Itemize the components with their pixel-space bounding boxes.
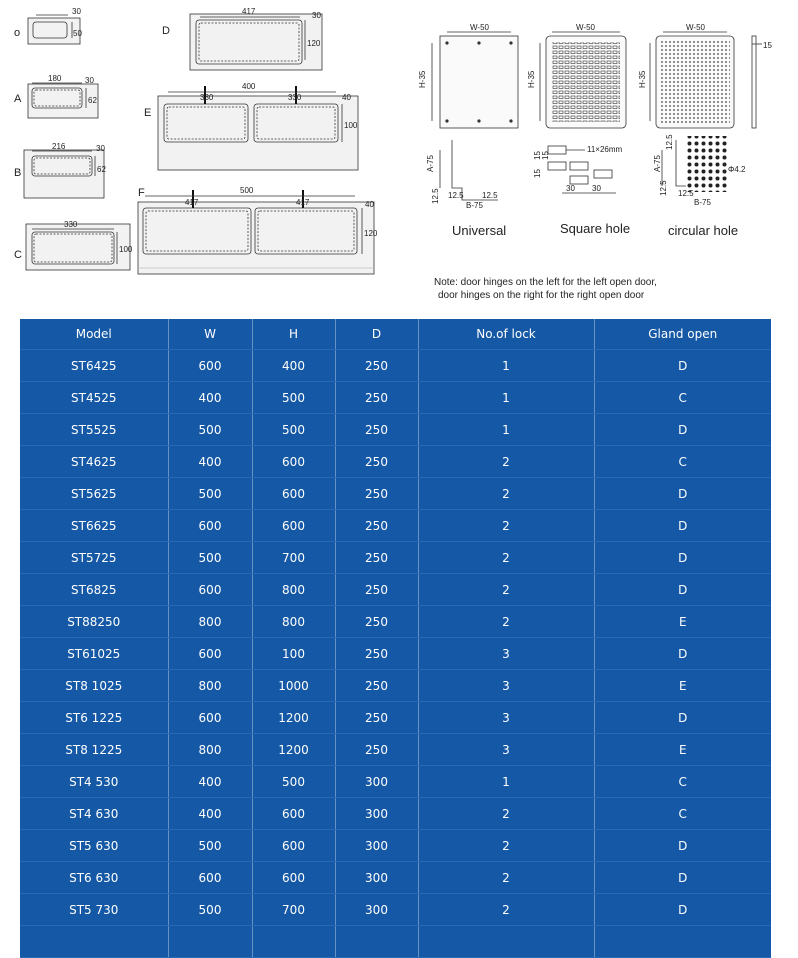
width-cell: 400	[168, 766, 252, 798]
model-cell: ST5725	[20, 542, 168, 574]
model-cell: ST8 1225	[20, 734, 168, 766]
gland-variant-a	[14, 74, 98, 118]
dimension-label: 62	[88, 96, 97, 105]
depth-cell: 250	[335, 542, 418, 574]
height-cell: 500	[252, 382, 335, 414]
gland-variant-c	[14, 220, 133, 270]
dimension-label: 30	[72, 7, 81, 16]
table-row	[20, 830, 771, 862]
height-label: H-35	[638, 70, 647, 88]
gland-plate-diagram	[0, 0, 798, 315]
table-row	[20, 734, 771, 766]
width-cell: 500	[168, 542, 252, 574]
detail-label: 12.5	[678, 189, 694, 198]
table-row	[20, 350, 771, 382]
height-cell: 400	[252, 350, 335, 382]
width-cell: 500	[168, 894, 252, 926]
model-cell: ST8 1025	[20, 670, 168, 702]
gland-cell: C	[594, 382, 771, 414]
depth-cell: 300	[335, 862, 418, 894]
locks-cell: 2	[418, 478, 594, 510]
gland-cell: C	[594, 446, 771, 478]
locks-cell: 2	[418, 542, 594, 574]
dimension-label: 120	[364, 229, 378, 238]
table-row	[20, 574, 771, 606]
height-cell: 600	[252, 478, 335, 510]
depth-cell: 250	[335, 574, 418, 606]
dimension-label: 417	[296, 198, 310, 207]
gland-variant-o	[14, 7, 82, 44]
column-header-model: Model	[20, 319, 168, 350]
dimension-label: 330	[64, 220, 78, 229]
detail-label: 12.5	[431, 188, 440, 204]
locks-cell: 1	[418, 350, 594, 382]
locks-cell: 3	[418, 702, 594, 734]
height-label: H-35	[527, 70, 536, 88]
height-cell: 500	[252, 766, 335, 798]
model-cell: ST5625	[20, 478, 168, 510]
depth-cell: 300	[335, 766, 418, 798]
model-cell: ST6 630	[20, 862, 168, 894]
dimension-label: 62	[97, 165, 106, 174]
model-cell: ST6 1225	[20, 702, 168, 734]
variant-letter: B	[14, 167, 22, 179]
depth-cell: 250	[335, 382, 418, 414]
width-cell: 800	[168, 670, 252, 702]
plate-side-view	[752, 36, 772, 128]
width-cell: 600	[168, 510, 252, 542]
gland-cell: C	[594, 766, 771, 798]
width-cell: 500	[168, 478, 252, 510]
column-header-depth: D	[335, 319, 418, 350]
table-row-partial	[20, 926, 771, 958]
variant-letter: F	[138, 187, 145, 199]
gland-cell: D	[594, 862, 771, 894]
locks-cell: 2	[418, 862, 594, 894]
width-cell: 400	[168, 798, 252, 830]
plate-caption: Square hole	[560, 221, 631, 236]
dimension-label: 417	[242, 7, 256, 16]
gland-cell: D	[594, 574, 771, 606]
table-row	[20, 862, 771, 894]
locks-cell: 2	[418, 446, 594, 478]
model-cell: ST5 730	[20, 894, 168, 926]
gland-variant-e	[144, 82, 358, 170]
dimension-label: 40	[342, 93, 351, 102]
gland-variant-b	[14, 142, 106, 198]
table-body	[20, 350, 771, 958]
locks-cell: 1	[418, 766, 594, 798]
gland-variant-f	[138, 186, 378, 274]
table-row	[20, 702, 771, 734]
locks-cell: 1	[418, 414, 594, 446]
variant-letter: E	[144, 107, 152, 119]
table-row	[20, 510, 771, 542]
width-cell: 400	[168, 446, 252, 478]
dimension-label: 417	[185, 198, 199, 207]
model-cell: ST4525	[20, 382, 168, 414]
plate-universal	[418, 23, 518, 238]
depth-cell: 250	[335, 670, 418, 702]
height-cell: 600	[252, 798, 335, 830]
column-header-width: W	[168, 319, 252, 350]
height-cell: 100	[252, 638, 335, 670]
note-line: door hinges on the right for the right open door	[438, 290, 645, 301]
model-cell: ST6425	[20, 350, 168, 382]
dimension-label: 100	[344, 121, 358, 130]
dimension-label: 216	[52, 142, 66, 151]
dimension-label: 330	[200, 93, 214, 102]
variant-letter: C	[14, 249, 22, 261]
height-cell: 1000	[252, 670, 335, 702]
dimension-label: 330	[288, 93, 302, 102]
depth-cell: 300	[335, 798, 418, 830]
detail-label: 12.5	[659, 180, 668, 196]
table-row	[20, 382, 771, 414]
model-cell: ST6825	[20, 574, 168, 606]
width-label: W-50	[470, 23, 489, 32]
detail-label: A-75	[653, 155, 662, 172]
width-cell: 600	[168, 574, 252, 606]
dimension-label: 180	[48, 74, 62, 83]
detail-label: 30	[592, 184, 601, 193]
dimension-label: 30	[96, 144, 105, 153]
variant-letter: A	[14, 93, 22, 105]
note-line: Note: door hinges on the left for the left open door,	[434, 277, 657, 288]
table-row	[20, 798, 771, 830]
model-cell: ST5525	[20, 414, 168, 446]
table-row	[20, 414, 771, 446]
gland-cell: D	[594, 830, 771, 862]
depth-cell: 300	[335, 830, 418, 862]
detail-label: 15	[533, 169, 542, 178]
model-cell: ST4625	[20, 446, 168, 478]
variant-letter: D	[162, 25, 170, 37]
width-cell: 600	[168, 638, 252, 670]
depth-cell: 250	[335, 446, 418, 478]
depth-cell: 250	[335, 638, 418, 670]
column-header-height: H	[252, 319, 335, 350]
locks-cell: 3	[418, 638, 594, 670]
height-cell: 600	[252, 862, 335, 894]
locks-cell: 2	[418, 894, 594, 926]
depth-cell: 250	[335, 414, 418, 446]
detail-label: Φ4.2	[728, 165, 746, 174]
thickness-label: 15	[763, 41, 772, 50]
locks-cell: 1	[418, 382, 594, 414]
height-cell: 800	[252, 574, 335, 606]
detail-label: 15	[533, 151, 542, 160]
height-cell: 700	[252, 894, 335, 926]
dimension-label: 120	[307, 39, 321, 48]
table-row	[20, 766, 771, 798]
depth-cell: 250	[335, 350, 418, 382]
width-cell: 500	[168, 414, 252, 446]
table-row	[20, 542, 771, 574]
model-cell: ST4 530	[20, 766, 168, 798]
height-cell: 800	[252, 606, 335, 638]
detail-label: 12.5	[482, 191, 498, 200]
gland-variant-d	[162, 7, 322, 70]
gland-cell: D	[594, 702, 771, 734]
width-label: W-50	[686, 23, 705, 32]
model-spec-table	[20, 319, 771, 958]
variant-letter: o	[14, 27, 21, 39]
width-label: W-50	[576, 23, 595, 32]
model-cell: ST6625	[20, 510, 168, 542]
dimension-label: 50	[73, 29, 82, 38]
gland-cell: D	[594, 510, 771, 542]
detail-label: A-75	[426, 155, 435, 172]
gland-cell: D	[594, 350, 771, 382]
gland-cell: E	[594, 734, 771, 766]
height-cell: 1200	[252, 702, 335, 734]
dimension-label: 40	[365, 200, 374, 209]
dimension-label: 500	[240, 186, 254, 195]
height-cell: 600	[252, 830, 335, 862]
dimension-label: 30	[85, 76, 94, 85]
locks-cell: 2	[418, 798, 594, 830]
detail-label: B-75	[466, 201, 483, 210]
detail-label: 15	[541, 151, 550, 160]
gland-cell: C	[594, 798, 771, 830]
locks-cell: 2	[418, 510, 594, 542]
gland-cell: D	[594, 542, 771, 574]
width-cell: 800	[168, 734, 252, 766]
table-row	[20, 894, 771, 926]
table-row	[20, 606, 771, 638]
height-cell: 1200	[252, 734, 335, 766]
detail-label: B-75	[694, 198, 711, 207]
width-cell: 800	[168, 606, 252, 638]
detail-label: 11×26mm	[587, 145, 623, 154]
plate-caption: circular hole	[668, 223, 739, 238]
height-cell: 600	[252, 510, 335, 542]
table-row	[20, 446, 771, 478]
model-cell: ST5 630	[20, 830, 168, 862]
width-cell: 600	[168, 350, 252, 382]
depth-cell: 250	[335, 734, 418, 766]
width-cell: 400	[168, 382, 252, 414]
locks-cell: 3	[418, 734, 594, 766]
depth-cell: 300	[335, 894, 418, 926]
gland-cell: D	[594, 414, 771, 446]
column-header-gland: Gland open	[594, 319, 771, 350]
locks-cell: 2	[418, 830, 594, 862]
table-row	[20, 670, 771, 702]
detail-label: 30	[566, 184, 575, 193]
gland-cell: E	[594, 670, 771, 702]
plate-circular-hole	[638, 23, 746, 238]
model-cell: ST4 630	[20, 798, 168, 830]
width-cell: 600	[168, 862, 252, 894]
empty-cell	[594, 926, 771, 958]
gland-cell: D	[594, 478, 771, 510]
depth-cell: 250	[335, 510, 418, 542]
locks-cell: 2	[418, 606, 594, 638]
empty-cell	[252, 926, 335, 958]
detail-label: 12.5	[665, 134, 674, 150]
dimension-label: 100	[119, 245, 133, 254]
detail-label: 12.5	[448, 191, 464, 200]
table-row	[20, 638, 771, 670]
height-cell: 600	[252, 446, 335, 478]
gland-cell: E	[594, 606, 771, 638]
plate-caption: Universal	[452, 223, 507, 238]
gland-cell: D	[594, 638, 771, 670]
width-cell: 600	[168, 702, 252, 734]
table-header-row	[20, 319, 771, 350]
dimension-label: 30	[312, 11, 321, 20]
height-cell: 700	[252, 542, 335, 574]
empty-cell	[335, 926, 418, 958]
empty-cell	[168, 926, 252, 958]
height-cell: 500	[252, 414, 335, 446]
table-row	[20, 478, 771, 510]
depth-cell: 250	[335, 606, 418, 638]
locks-cell: 3	[418, 670, 594, 702]
locks-cell: 2	[418, 574, 594, 606]
empty-cell	[418, 926, 594, 958]
gland-cell: D	[594, 894, 771, 926]
dimension-label: 400	[242, 82, 256, 91]
depth-cell: 250	[335, 478, 418, 510]
model-cell: ST88250	[20, 606, 168, 638]
model-cell: ST61025	[20, 638, 168, 670]
plate-square-hole	[527, 23, 630, 236]
empty-cell	[20, 926, 168, 958]
column-header-locks: No.of lock	[418, 319, 594, 350]
width-cell: 500	[168, 830, 252, 862]
depth-cell: 250	[335, 702, 418, 734]
height-label: H-35	[418, 70, 427, 88]
